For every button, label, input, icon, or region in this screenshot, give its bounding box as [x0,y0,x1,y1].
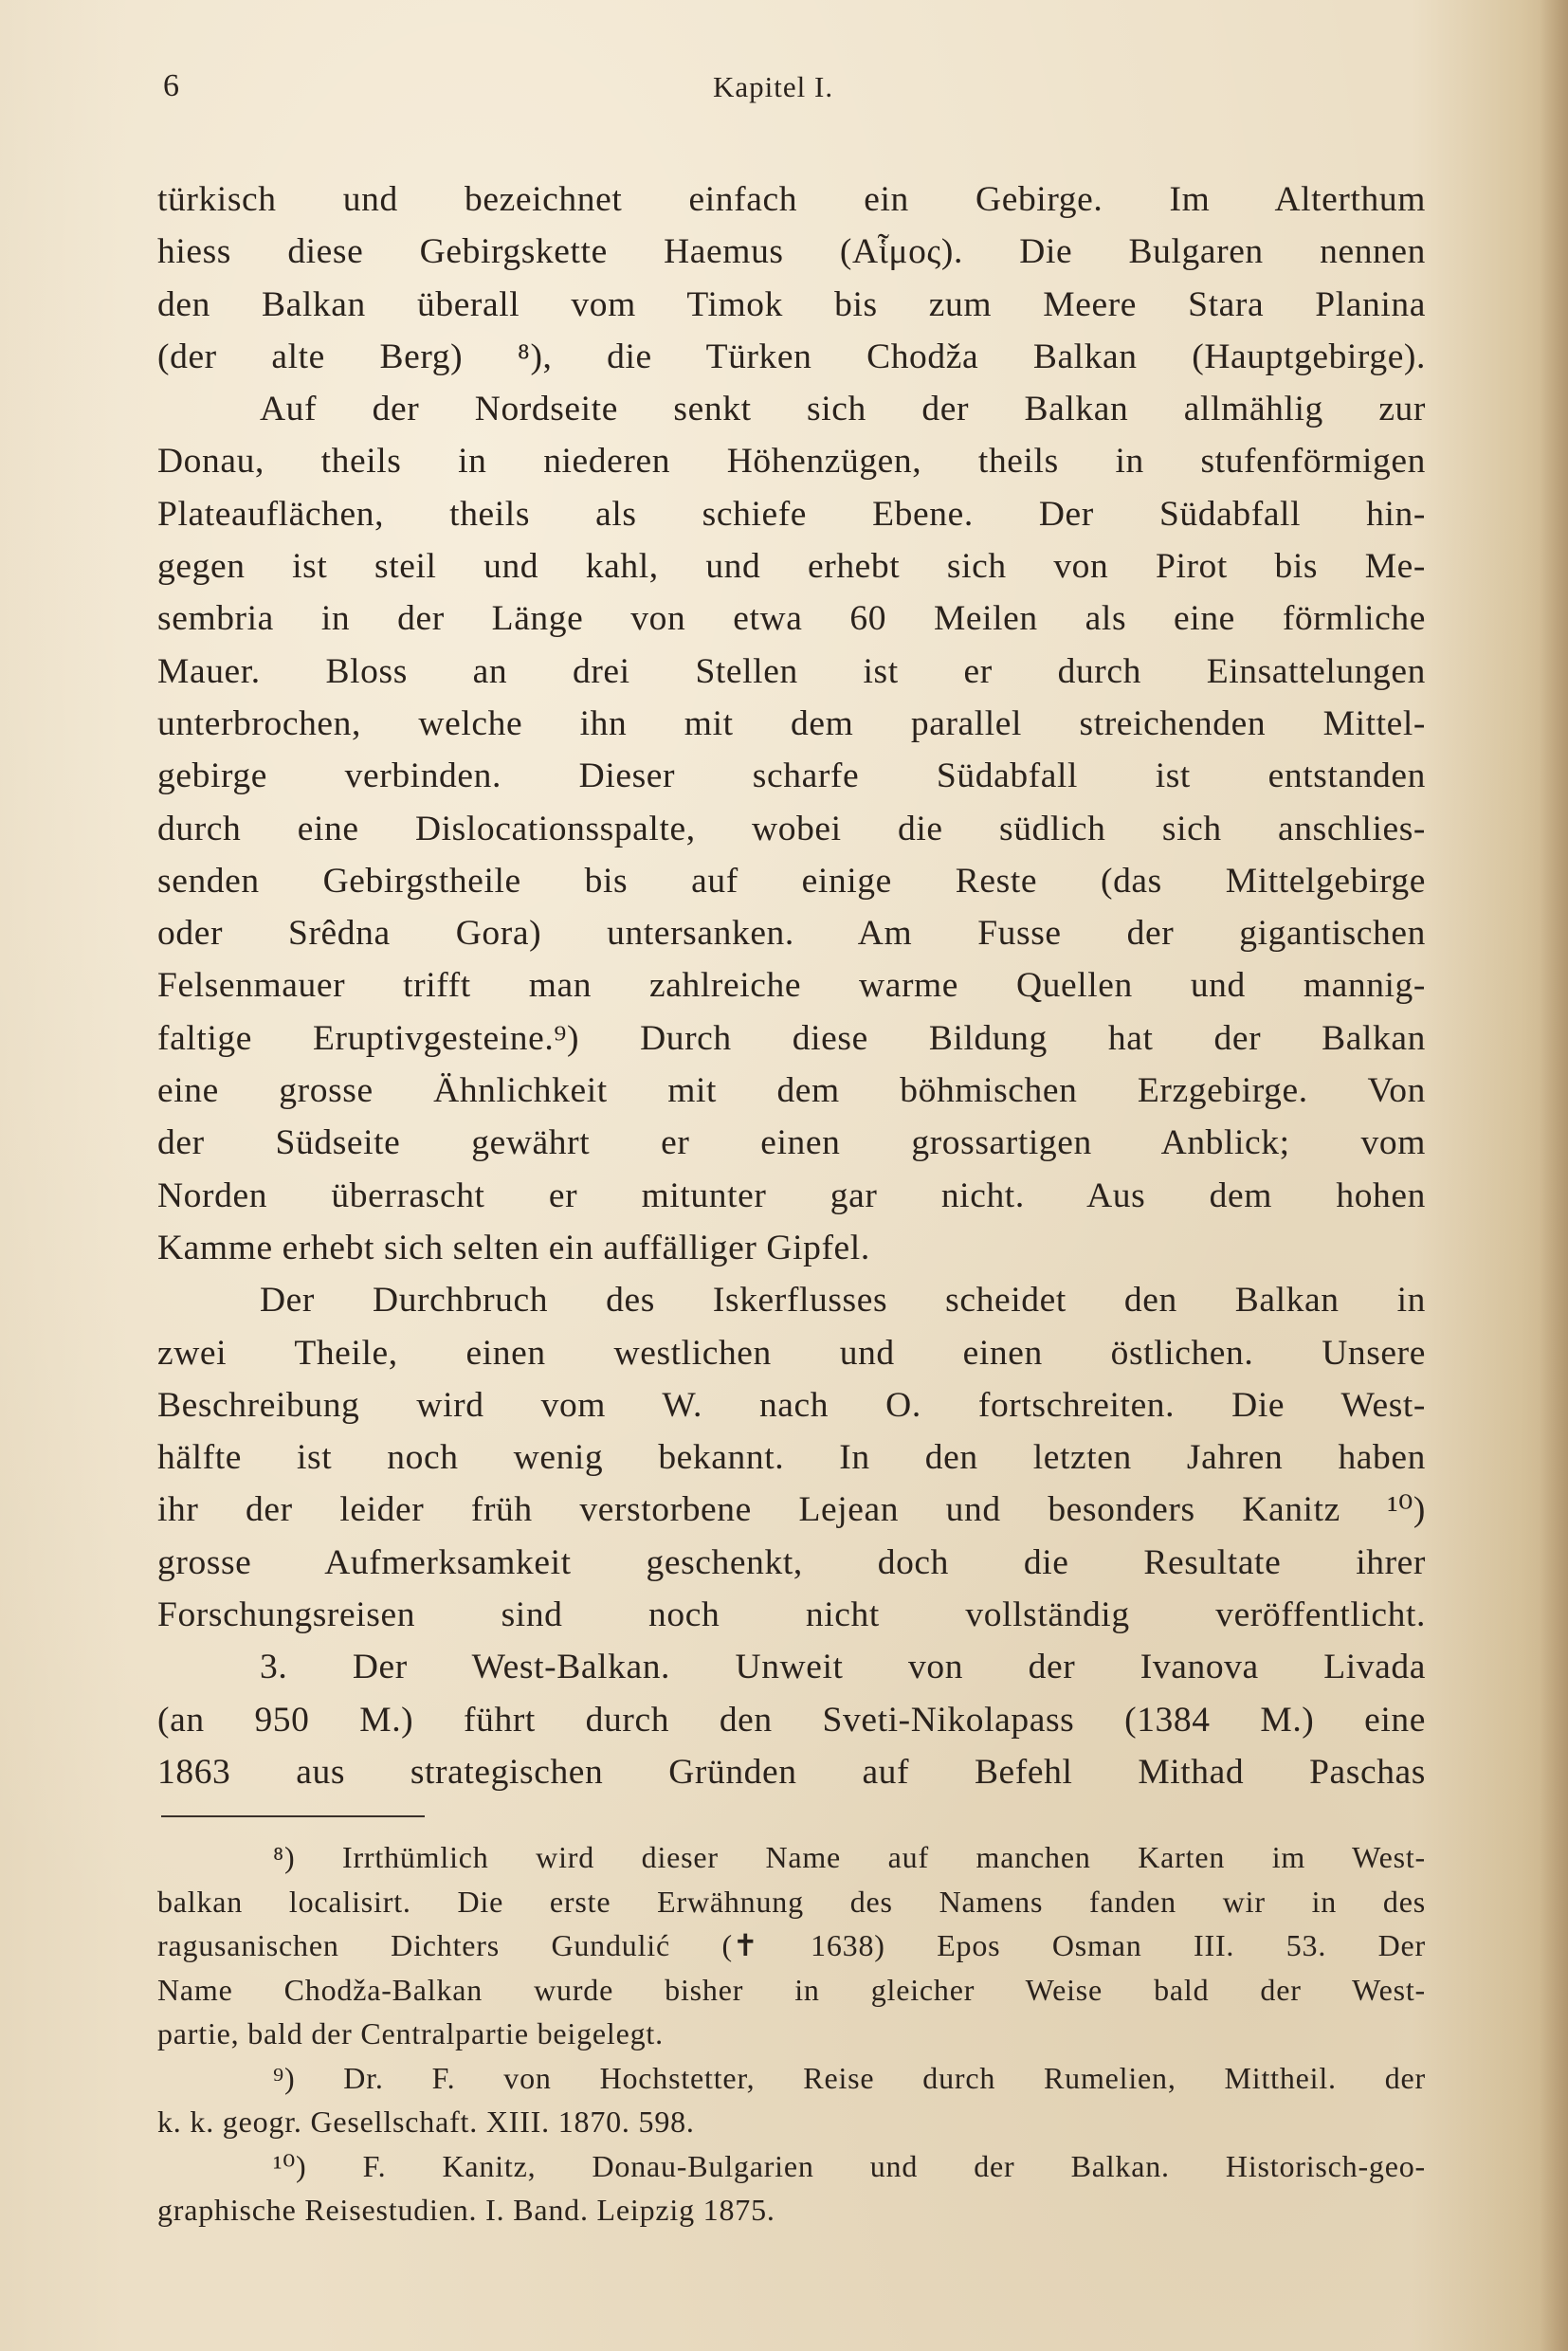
footnote-line: graphische Reisestudien. I. Band. Leipzig 1875. [157,2193,775,2227]
footnote-line: ⁹) Dr. F. von Hochstetter, Reise durch Rumelien, Mittheil. der [273,2060,1426,2095]
body-line: Kamme erhebt sich selten ein auffälliger Gipfel. [157,1228,870,1267]
body-line: hälfte ist noch wenig bekannt. In den letzten Jahren haben [157,1438,1426,1478]
body-line: senden Gebirgstheile bis auf einige Reste (das Mittelgebirge [157,861,1426,901]
body-line: Plateauflächen, theils als schiefe Ebene. Der Südabfall hin- [157,494,1426,534]
body-line: durch eine Dislocationsspalte, wobei die südlich sich anschlies- [157,809,1426,848]
body-line: türkisch und bezeichnet einfach ein Gebirge. Im Alterthum [157,180,1426,219]
footnote-line: partie, bald der Centralpartie beigelegt. [157,2016,664,2050]
body-line: Beschreibung wird vom W. nach O. fortschreiten. Die West- [157,1385,1426,1425]
body-line: 3. Der West-Balkan. Unweit von der Ivanova Livada [260,1648,1426,1687]
body-text [157,173,1426,1798]
page-number: 6 [163,68,179,103]
running-head: Kapitel I. [713,70,834,103]
footnote-separator [161,1815,425,1817]
body-line: Mauer. Bloss an drei Stellen ist er durch Einsattelungen [157,651,1426,691]
footnote-line: ragusanischen Dichters Gundulić (✝ 1638) Epos Osman III. 53. Der [157,1928,1426,1962]
footnote-line: Name Chodža-Balkan wurde bisher in gleicher Weise bald der West- [157,1972,1426,2007]
body-line: der Südseite gewährt er einen grossartigen Anblick; vom [157,1123,1426,1163]
body-line: zwei Theile, einen westlichen und einen östlichen. Unsere [157,1333,1426,1373]
body-line: den Balkan überall vom Timok bis zum Meere Stara Planina [157,284,1426,324]
footnote-line: ⁸) Irrthümlich wird dieser Name auf manchen Karten im West- [273,1840,1426,1874]
body-line: eine grosse Ähnlichkeit mit dem böhmischen Erzgebirge. Von [157,1071,1426,1111]
body-line: Forschungsreisen sind noch nicht vollständig veröffentlicht. [157,1595,1426,1635]
body-line: gegen ist steil und kahl, und erhebt sich von Pirot bis Me- [157,547,1426,587]
body-line: oder Srêdna Gora) untersanken. Am Fusse der gigantischen [157,914,1426,954]
body-line: grosse Aufmerksamkeit geschenkt, doch die Resultate ihrer [157,1542,1426,1582]
body-line: 1863 aus strategischen Gründen auf Befehl Mithad Paschas [157,1752,1426,1792]
body-line: Norden überrascht er mitunter gar nicht. Aus dem hohen [157,1176,1426,1215]
page-edge-shadow [1540,0,1568,2351]
body-line: Felsenmauer trifft man zahlreiche warme Quellen und mannig- [157,966,1426,1006]
body-line: unterbrochen, welche ihn mit dem parallel streichenden Mittel- [157,703,1426,743]
body-line: gebirge verbinden. Dieser scharfe Südabfall ist entstanden [157,756,1426,796]
footnote-line: balkan localisirt. Die erste Erwähnung des Namens fanden wir in des [157,1884,1426,1919]
body-line: Donau, theils in niederen Höhenzügen, theils in stufenförmigen [157,442,1426,482]
body-line: ihr der leider früh verstorbene Lejean und besonders Kanitz ¹⁰) [157,1490,1426,1530]
body-line: (an 950 M.) führt durch den Sveti-Nikolapass (1384 M.) eine [157,1700,1426,1740]
footnote-line: ¹⁰) F. Kanitz, Donau-Bulgarien und der Balkan. Historisch-geo- [273,2148,1426,2183]
footnotes [157,1835,1426,2233]
body-line: Der Durchbruch des Iskerflusses scheidet den Balkan in [260,1281,1426,1321]
page-header [163,68,1424,116]
body-line: (der alte Berg) ⁸), die Türken Chodža Balkan (Hauptgebirge). [157,337,1426,376]
body-line: hiess diese Gebirgskette Haemus (Αἷμος). Die Bulgaren nennen [157,232,1426,272]
body-line: sembria in der Länge von etwa 60 Meilen als eine förmliche [157,599,1426,639]
body-line: faltige Eruptivgesteine.⁹) Durch diese Bildung hat der Balkan [157,1018,1426,1058]
footnote-line: k. k. geogr. Gesellschaft. XIII. 1870. 598. [157,2105,695,2139]
body-line: Auf der Nordseite senkt sich der Balkan allmählig zur [260,390,1426,429]
